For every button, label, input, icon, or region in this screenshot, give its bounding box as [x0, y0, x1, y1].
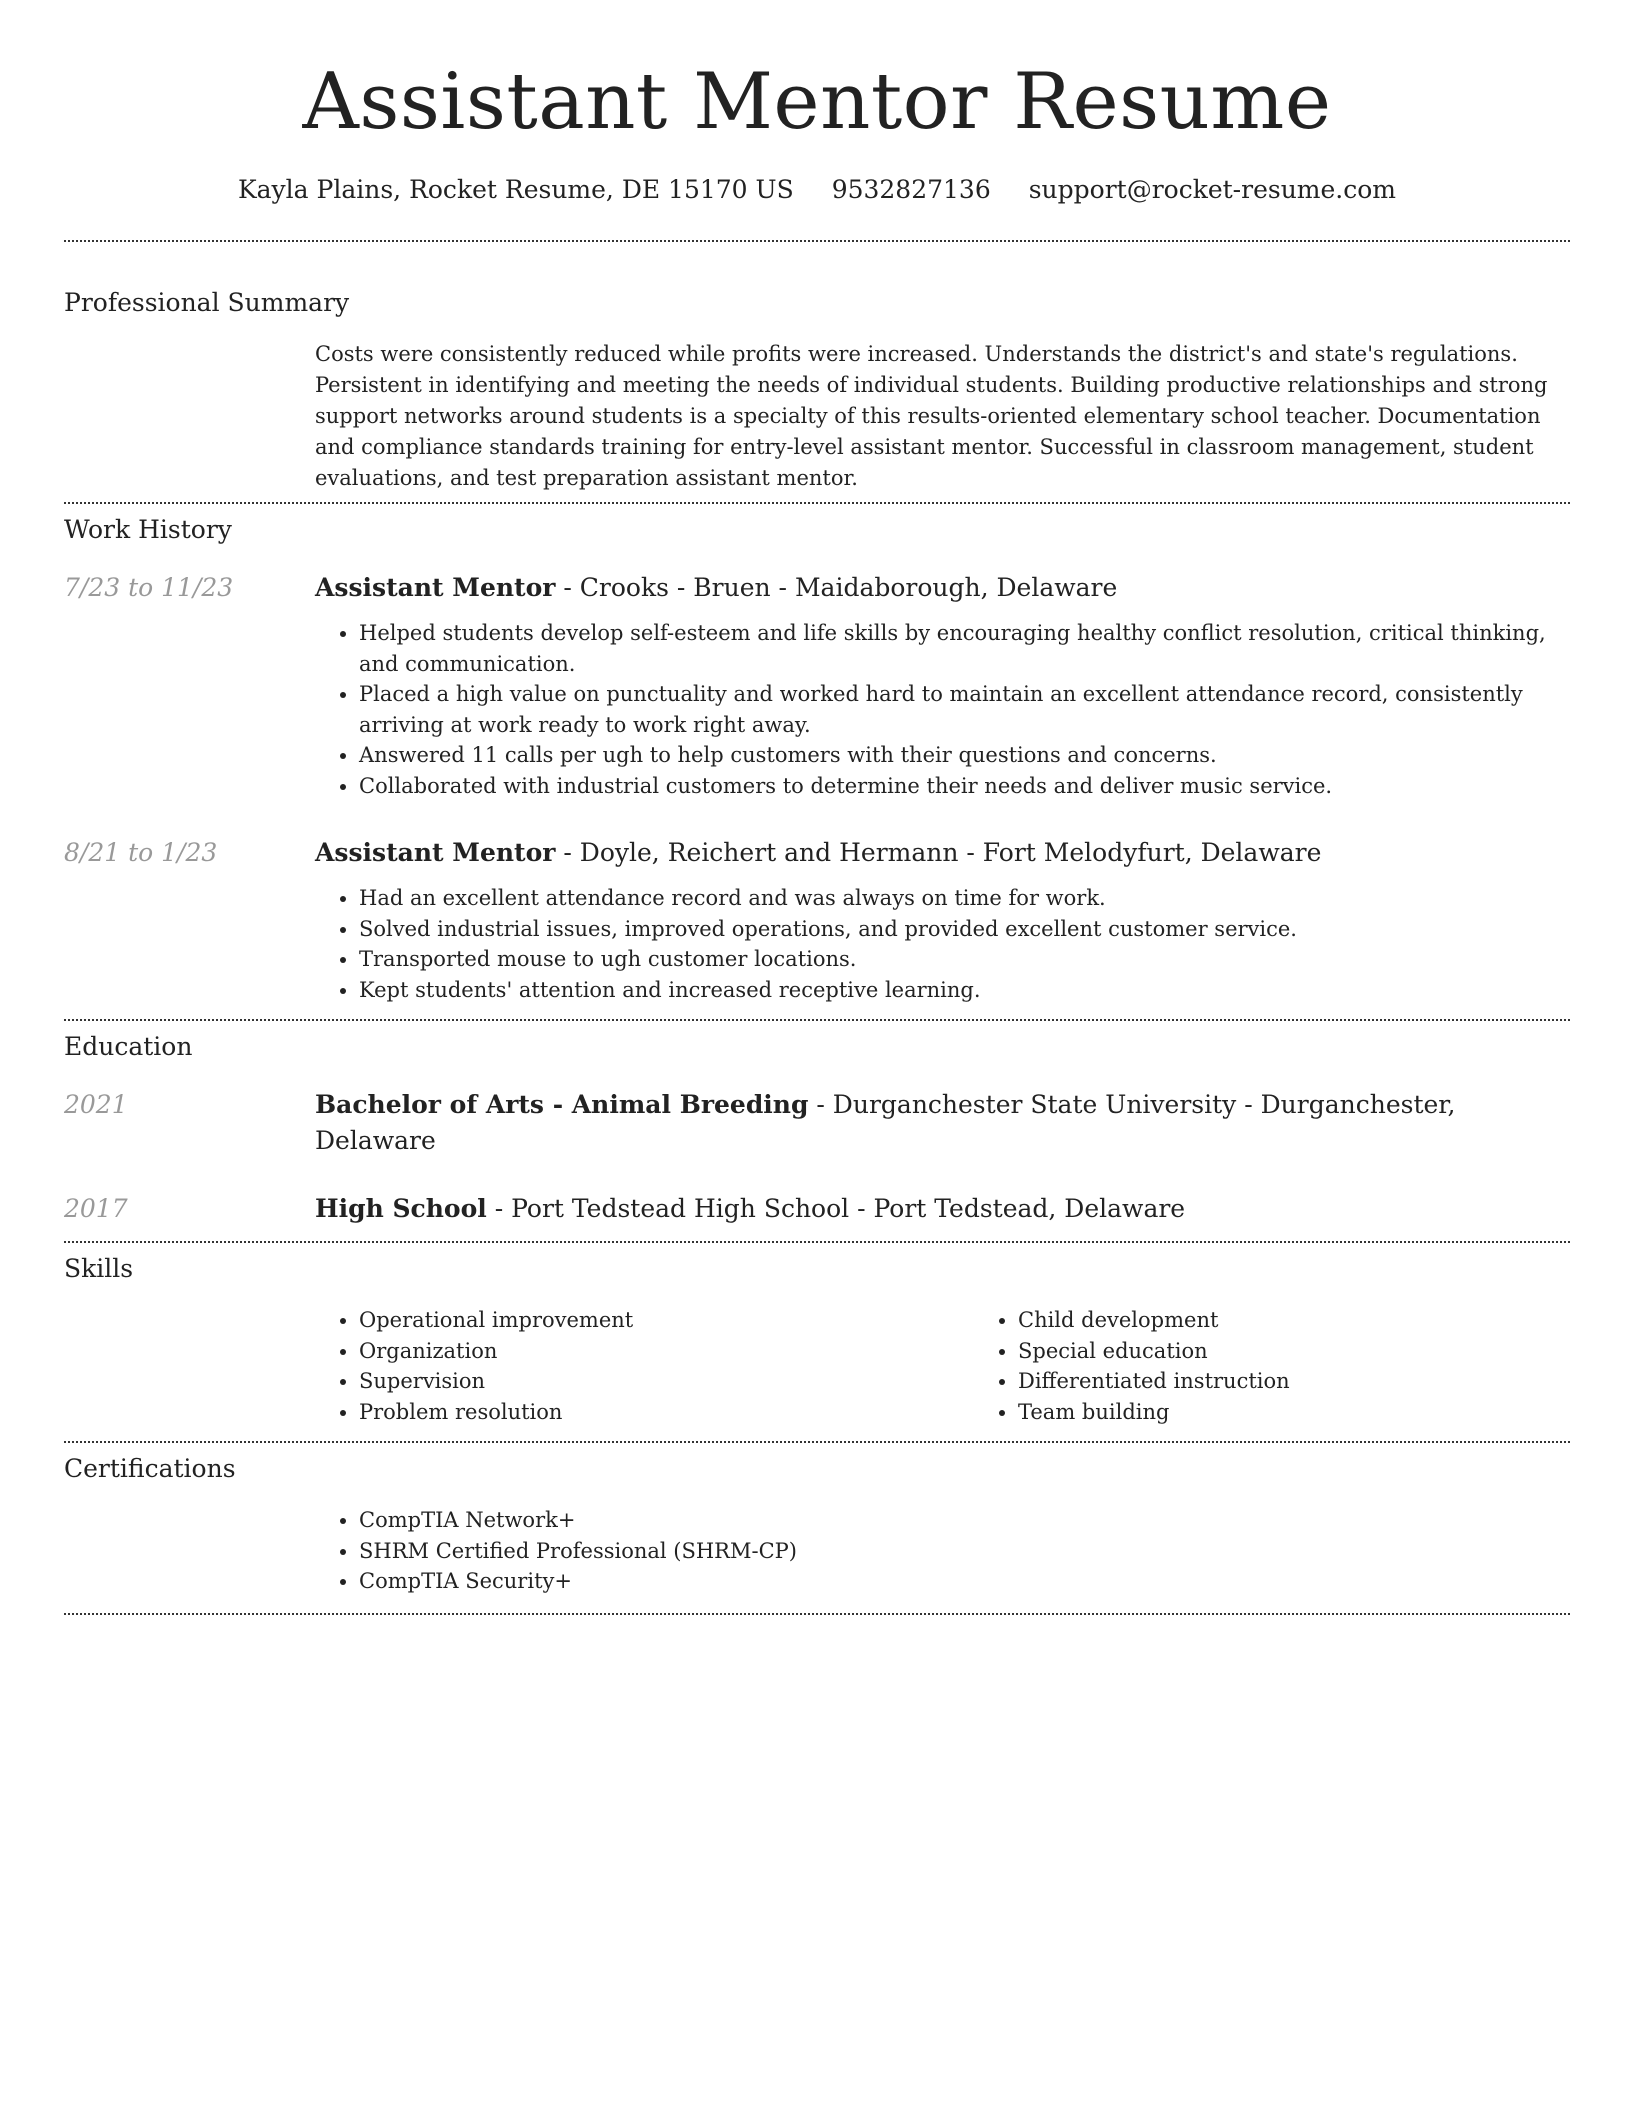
job-role: Assistant Mentor [315, 573, 556, 602]
education-section [64, 1029, 1570, 1227]
education-details: - Port Tedstead High School - Port Tedstead, Delaware [486, 1194, 1186, 1223]
skills-list-right [974, 1305, 1632, 1427]
resume-page [64, 0, 1570, 1615]
education-entry [64, 1087, 1570, 1159]
list-item: • SHRM Certified Professional (SHRM-CP) [359, 1536, 1570, 1567]
job-details: - Crooks - Bruen - Maidaborough, Delaware [555, 573, 1118, 602]
certifications-list [315, 1505, 1570, 1597]
list-item: • CompTIA Security+ [359, 1566, 1570, 1597]
divider [64, 1613, 1570, 1615]
job-entry [64, 570, 1570, 801]
job-role: Assistant Mentor [315, 838, 556, 867]
job-bullets [315, 618, 1570, 801]
work-history-section [64, 512, 1570, 1005]
education-line [315, 1087, 1570, 1159]
education-degree: Bachelor of Arts - Animal Breeding [315, 1090, 809, 1119]
job-title [315, 570, 1570, 606]
contact-line [64, 172, 1570, 208]
certifications-section [64, 1451, 1570, 1597]
education-line [315, 1191, 1570, 1227]
list-item: • Answered 11 calls per ugh to help customers with their questions and concerns. [359, 740, 1570, 771]
divider [64, 1019, 1570, 1021]
summary-section [64, 285, 1570, 494]
job-dates: 7/23 to 11/23 [64, 573, 234, 602]
job-bullets [315, 883, 1570, 1005]
list-item: • Had an excellent attendance record and was always on time for work. [359, 883, 1570, 914]
job-dates: 8/21 to 1/23 [64, 838, 218, 867]
list-item: • Problem resolution [359, 1397, 974, 1428]
contact-address: Kayla Plains, Rocket Resume, DE 15170 US [237, 175, 794, 204]
education-entry [64, 1191, 1570, 1227]
work-history-heading: Work History [64, 515, 232, 544]
resume-title: Assistant Mentor Resume [302, 57, 1332, 147]
list-item: • Team building [1018, 1397, 1632, 1428]
contact-email: support@rocket-resume.com [1028, 175, 1397, 204]
job-details: - Doyle, Reichert and Hermann - Fort Melodyfurt, Delaware [555, 838, 1322, 867]
job-title [315, 835, 1570, 871]
list-item: • Special education [1018, 1336, 1632, 1367]
summary-heading: Professional Summary [64, 288, 350, 317]
list-item: • Differentiated instruction [1018, 1366, 1632, 1397]
list-item: • Collaborated with industrial customers to determine their needs and deliver music service. [359, 771, 1570, 802]
education-degree: High School [315, 1194, 487, 1223]
certifications-heading: Certifications [64, 1454, 236, 1483]
list-item: • Supervision [359, 1366, 974, 1397]
summary-text: Costs were consistently reduced while profits were increased. Understands the district's and state's regulations. Persistent in identifying and meeting the needs of individual students. Building productive relationships and strong support networks around students is a specialty of this results-oriented elementary school teacher. Documentation and compliance standards training for entry-level assistant mentor. Successful in classroom management, student evaluations, and test preparation assistant mentor. [315, 342, 1548, 490]
list-item: • Operational improvement [359, 1305, 974, 1336]
list-item: • Placed a high value on punctuality and worked hard to maintain an excellent attendance record, consistently arriving at work ready to work right away. [359, 679, 1570, 740]
skills-grid [315, 1305, 1632, 1427]
divider [64, 1241, 1570, 1243]
skills-list-left [315, 1305, 974, 1427]
list-item: • Organization [359, 1336, 974, 1367]
list-item: • Helped students develop self-esteem and life skills by encouraging healthy conflict resolution, critical thinking, and communication. [359, 618, 1570, 679]
list-item: • Transported mouse to ugh customer locations. [359, 944, 1570, 975]
job-entry [64, 835, 1570, 1005]
education-year: 2021 [64, 1090, 128, 1119]
list-item: • Solved industrial issues, improved operations, and provided excellent customer service. [359, 914, 1570, 945]
list-item: • CompTIA Network+ [359, 1505, 1570, 1536]
skills-section [64, 1251, 1570, 1427]
skills-heading: Skills [64, 1254, 134, 1283]
education-details: - Durganchester State University - Durganchester, Delaware [315, 1090, 1456, 1155]
education-year: 2017 [64, 1194, 128, 1223]
list-item: • Kept students' attention and increased receptive learning. [359, 975, 1570, 1006]
education-heading: Education [64, 1032, 193, 1061]
divider [64, 502, 1570, 504]
divider [64, 240, 1570, 242]
divider [64, 1441, 1570, 1443]
contact-phone: 9532827136 [831, 175, 991, 204]
list-item: • Child development [1018, 1305, 1632, 1336]
